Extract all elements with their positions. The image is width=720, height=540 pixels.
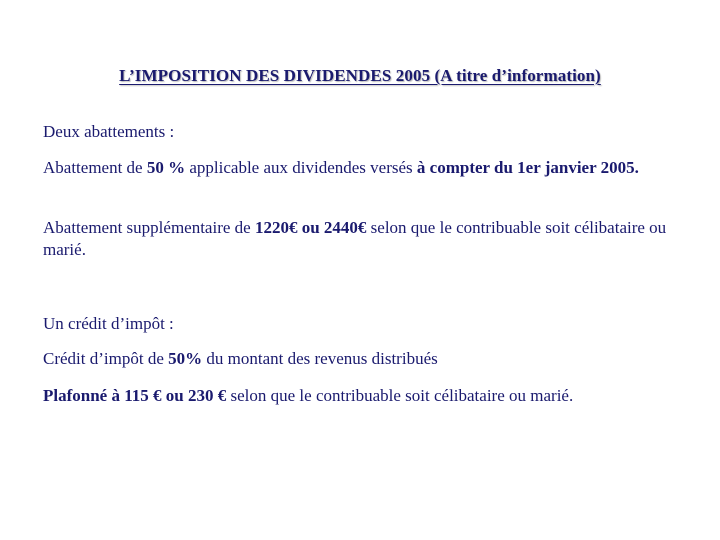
bold-run: à compter du 1er janvier 2005. bbox=[416, 158, 639, 177]
section-credit-heading: Un crédit d’impôt : bbox=[43, 314, 174, 333]
text-run: selon que le contribuable soit célibataire ou marié. bbox=[43, 218, 667, 259]
text-run: du montant des revenus distribués bbox=[202, 349, 438, 368]
paragraph-plafonne bbox=[43, 385, 683, 407]
paragraph-abattement-50 bbox=[43, 157, 683, 179]
slide-title: L’IMPOSITION DES DIVIDENDES 2005 (A titre d’information) bbox=[119, 66, 601, 85]
bold-run: 50% bbox=[168, 349, 203, 368]
text-run: Crédit d’impôt de bbox=[43, 349, 169, 368]
bold-run: 1220€ ou 2440€ bbox=[254, 218, 367, 237]
paragraph-credit-impot bbox=[43, 348, 683, 370]
bold-run: 50 % bbox=[146, 158, 186, 177]
text-run: Abattement supplémentaire de bbox=[43, 218, 255, 237]
section-abattements-heading: Deux abattements : bbox=[43, 122, 175, 141]
text-run: Abattement de bbox=[43, 158, 147, 177]
text-run: selon que le contribuable soit célibataire ou marié. bbox=[226, 386, 574, 405]
text-run: applicable aux dividendes versés bbox=[185, 158, 417, 177]
paragraph-abattement-supplementaire bbox=[43, 217, 683, 261]
bold-run: Plafonné à 115 € ou 230 € bbox=[43, 386, 227, 405]
